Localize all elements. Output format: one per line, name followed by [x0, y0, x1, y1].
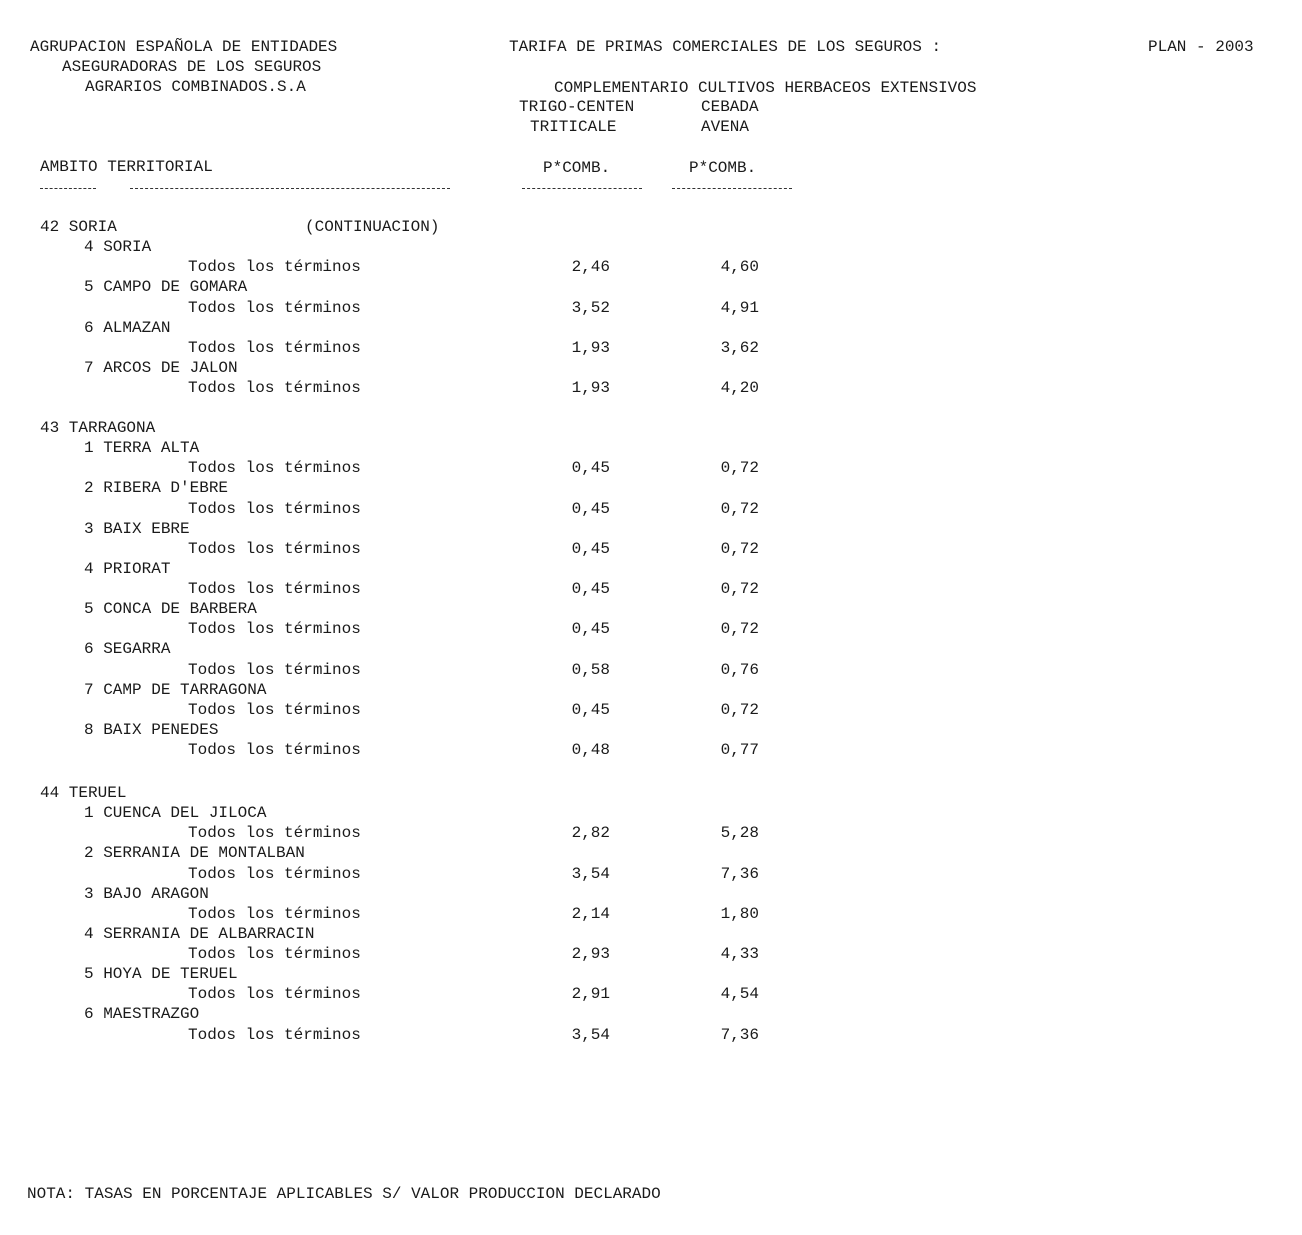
rate-trigo-centeno: 2,93 — [571, 945, 610, 964]
rate-trigo-centeno: 0,45 — [571, 499, 610, 518]
plan-year: PLAN - 2003 — [1148, 38, 1254, 56]
column1-crop-line2: TRITICALE — [530, 118, 617, 136]
rate-trigo-centeno: 0,45 — [571, 459, 610, 478]
terms-label: Todos los términos — [188, 379, 361, 398]
comarca-name: 5 CONCA DE BARBERA — [84, 600, 257, 619]
comarca-name: 6 SEGARRA — [84, 640, 171, 659]
column1-crop-line1: TRIGO-CENTEN — [519, 98, 635, 116]
rate-cebada-avena: 3,62 — [720, 338, 759, 357]
rate-trigo-centeno: 1,93 — [571, 338, 610, 357]
rate-cebada-avena: 5,28 — [720, 824, 759, 843]
terms-label: Todos los términos — [188, 338, 361, 357]
terms-label: Todos los términos — [188, 258, 361, 277]
rate-cebada-avena: 4,54 — [720, 985, 759, 1004]
terms-label: Todos los términos — [188, 985, 361, 1004]
terms-label: Todos los términos — [188, 945, 361, 964]
footer-note: NOTA: TASAS EN PORCENTAJE APLICABLES S/ VALOR PRODUCCION DECLARADO — [27, 1185, 661, 1203]
rate-cebada-avena: 0,72 — [720, 499, 759, 518]
province-label: 44 TERUEL — [40, 784, 127, 802]
province-continuation-note: (CONTINUACION) — [305, 218, 440, 236]
rate-trigo-centeno: 0,58 — [571, 660, 610, 679]
org-name-line3: AGRARIOS COMBINADOS.S.A — [85, 78, 306, 96]
terms-label: Todos los términos — [188, 864, 361, 883]
comarca-name: 7 ARCOS DE JALON — [84, 358, 238, 377]
rate-trigo-centeno: 3,54 — [571, 1025, 610, 1044]
terms-label: Todos los términos — [188, 1025, 361, 1044]
header-rule — [672, 188, 792, 189]
province-label: 42 SORIA — [40, 218, 117, 236]
terms-label: Todos los términos — [188, 298, 361, 317]
comarca-name: 2 RIBERA D'EBRE — [84, 479, 229, 498]
rate-cebada-avena: 0,72 — [720, 459, 759, 478]
terms-label: Todos los términos — [188, 824, 361, 843]
comarca-name: 4 SERRANIA DE ALBARRACIN — [84, 924, 315, 943]
rate-trigo-centeno: 0,45 — [571, 580, 610, 599]
org-name-line1: AGRUPACION ESPAÑOLA DE ENTIDADES — [30, 38, 338, 56]
rate-trigo-centeno: 2,82 — [571, 824, 610, 843]
rate-cebada-avena: 0,76 — [720, 660, 759, 679]
terms-label: Todos los términos — [188, 904, 361, 923]
header-rule — [130, 188, 450, 189]
terms-label: Todos los términos — [188, 459, 361, 478]
rate-trigo-centeno: 3,52 — [571, 298, 610, 317]
header-rule — [522, 188, 642, 189]
rate-cebada-avena: 7,36 — [720, 864, 759, 883]
rate-trigo-centeno: 0,45 — [571, 539, 610, 558]
comarca-name: 5 HOYA DE TERUEL — [84, 965, 238, 984]
comarca-name: 4 PRIORAT — [84, 559, 171, 578]
rate-cebada-avena: 0,72 — [720, 700, 759, 719]
document-subtitle: COMPLEMENTARIO CULTIVOS HERBACEOS EXTENSIVOS — [554, 79, 977, 97]
rate-cebada-avena: 4,20 — [720, 379, 759, 398]
rate-trigo-centeno: 0,45 — [571, 700, 610, 719]
comarca-name: 6 MAESTRAZGO — [84, 1005, 200, 1024]
comarca-name: 6 ALMAZAN — [84, 318, 171, 337]
rate-cebada-avena: 1,80 — [720, 904, 759, 923]
terms-label: Todos los términos — [188, 700, 361, 719]
comarca-name: 7 CAMP DE TARRAGONA — [84, 680, 267, 699]
comarca-name: 3 BAIX EBRE — [84, 519, 190, 538]
rate-cebada-avena: 4,33 — [720, 945, 759, 964]
terms-label: Todos los términos — [188, 660, 361, 679]
terms-label: Todos los términos — [188, 539, 361, 558]
terms-label: Todos los términos — [188, 741, 361, 760]
province-label: 43 TARRAGONA — [40, 419, 156, 437]
rate-cebada-avena: 0,72 — [720, 580, 759, 599]
comarca-name: 5 CAMPO DE GOMARA — [84, 278, 248, 297]
column2-crop-line2: AVENA — [701, 118, 750, 136]
ambito-territorial-header: AMBITO TERRITORIAL — [40, 158, 213, 176]
org-name-line2: ASEGURADORAS DE LOS SEGUROS — [62, 58, 322, 76]
terms-label: Todos los términos — [188, 580, 361, 599]
rate-trigo-centeno: 0,45 — [571, 620, 610, 639]
comarca-name: 4 SORIA — [84, 238, 152, 257]
rate-trigo-centeno: 2,14 — [571, 904, 610, 923]
rate-trigo-centeno: 3,54 — [571, 864, 610, 883]
rate-cebada-avena: 0,72 — [720, 620, 759, 639]
comarca-name: 1 TERRA ALTA — [84, 439, 200, 458]
comarca-name: 3 BAJO ARAGON — [84, 884, 209, 903]
rate-cebada-avena: 0,72 — [720, 539, 759, 558]
terms-label: Todos los términos — [188, 499, 361, 518]
terms-label: Todos los términos — [188, 620, 361, 639]
column2-crop-line1: CEBADA — [701, 98, 759, 116]
rate-trigo-centeno: 2,91 — [571, 985, 610, 1004]
rate-trigo-centeno: 2,46 — [571, 258, 610, 277]
rate-cebada-avena: 0,77 — [720, 741, 759, 760]
header-rule — [40, 188, 96, 189]
rate-cebada-avena: 4,91 — [720, 298, 759, 317]
rate-cebada-avena: 4,60 — [720, 258, 759, 277]
comarca-name: 2 SERRANIA DE MONTALBAN — [84, 844, 305, 863]
rate-trigo-centeno: 1,93 — [571, 379, 610, 398]
document-title: TARIFA DE PRIMAS COMERCIALES DE LOS SEGUROS : — [509, 38, 942, 56]
comarca-name: 1 CUENCA DEL JILOCA — [84, 804, 267, 823]
rate-trigo-centeno: 0,48 — [571, 741, 610, 760]
rate-cebada-avena: 7,36 — [720, 1025, 759, 1044]
comarca-name: 8 BAIX PENEDES — [84, 720, 219, 739]
column1-unit-header: P*COMB. — [543, 159, 611, 177]
column2-unit-header: P*COMB. — [689, 159, 757, 177]
